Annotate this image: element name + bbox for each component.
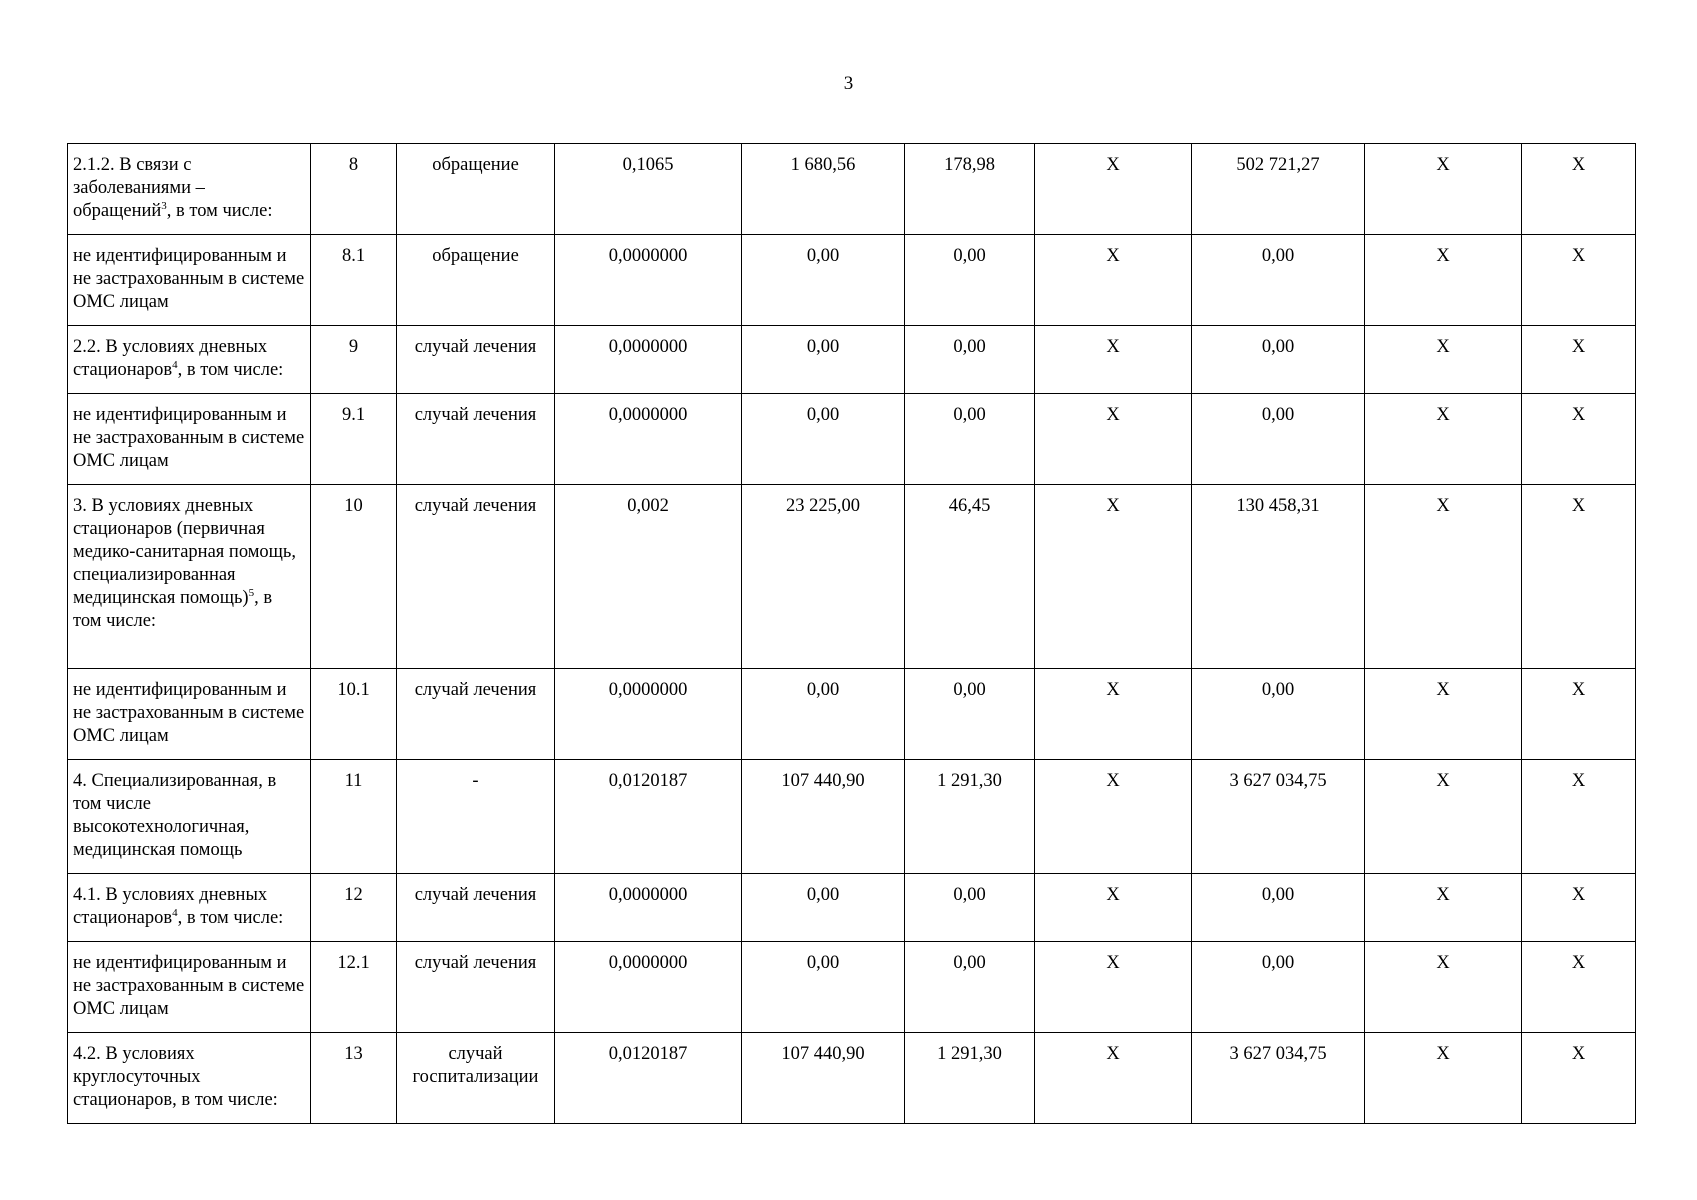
x-cell: Х xyxy=(1522,1033,1636,1124)
cost-cell: 1 680,56 xyxy=(742,144,905,235)
x-cell: Х xyxy=(1365,942,1522,1033)
table-body xyxy=(68,144,1636,1124)
total-cell: 3 627 034,75 xyxy=(1192,1033,1365,1124)
row-code: 9 xyxy=(311,326,397,394)
x-cell: Х xyxy=(1365,485,1522,669)
row-name-text: 4. Специализированная, в том числе высокотехнологичная, медицинская помощь xyxy=(73,771,277,860)
x-cell: Х xyxy=(1365,394,1522,485)
row-name-text: не идентифицированным и не застрахованным в системе ОМС лицам xyxy=(73,246,305,312)
unit-cell: - xyxy=(397,760,555,874)
cost-cell: 107 440,90 xyxy=(742,1033,905,1124)
x-cell: Х xyxy=(1365,760,1522,874)
x-cell: Х xyxy=(1522,235,1636,326)
table-row xyxy=(68,394,1636,485)
row-name xyxy=(68,144,311,235)
norm-cell: 0,0000000 xyxy=(555,874,742,942)
x-cell: Х xyxy=(1035,394,1192,485)
x-cell: Х xyxy=(1035,485,1192,669)
per-capita-cell: 1 291,30 xyxy=(905,760,1035,874)
x-cell: Х xyxy=(1522,144,1636,235)
x-cell: Х xyxy=(1035,942,1192,1033)
row-name-tail: , в том числе: xyxy=(166,201,273,221)
norm-cell: 0,0000000 xyxy=(555,394,742,485)
unit-cell: случай лечения xyxy=(397,394,555,485)
row-code: 13 xyxy=(311,1033,397,1124)
footnote-ref: 4 xyxy=(172,906,178,919)
x-cell: Х xyxy=(1035,669,1192,760)
unit-cell: случай лечения xyxy=(397,874,555,942)
row-name xyxy=(68,669,311,760)
cost-cell: 107 440,90 xyxy=(742,760,905,874)
x-cell: Х xyxy=(1365,669,1522,760)
per-capita-cell: 1 291,30 xyxy=(905,1033,1035,1124)
per-capita-cell: 0,00 xyxy=(905,394,1035,485)
x-cell: Х xyxy=(1522,326,1636,394)
row-code: 10.1 xyxy=(311,669,397,760)
per-capita-cell: 0,00 xyxy=(905,326,1035,394)
unit-cell: случай лечения xyxy=(397,942,555,1033)
norm-cell: 0,0120187 xyxy=(555,1033,742,1124)
row-name-text: не идентифицированным и не застрахованным в системе ОМС лицам xyxy=(73,680,305,746)
per-capita-cell: 178,98 xyxy=(905,144,1035,235)
unit-cell: случай госпитализации xyxy=(397,1033,555,1124)
row-name xyxy=(68,874,311,942)
x-cell: Х xyxy=(1522,669,1636,760)
x-cell: Х xyxy=(1035,326,1192,394)
x-cell: Х xyxy=(1035,235,1192,326)
cost-cell: 0,00 xyxy=(742,942,905,1033)
x-cell: Х xyxy=(1522,760,1636,874)
unit-cell: обращение xyxy=(397,235,555,326)
x-cell: Х xyxy=(1365,144,1522,235)
total-cell: 0,00 xyxy=(1192,326,1365,394)
table-row xyxy=(68,1033,1636,1124)
row-name-text: 4.2. В условиях круглосуточных стационаров, в том числе: xyxy=(73,1044,278,1110)
x-cell: Х xyxy=(1522,874,1636,942)
row-name xyxy=(68,394,311,485)
table-row xyxy=(68,874,1636,942)
unit-cell: случай лечения xyxy=(397,326,555,394)
norm-cell: 0,0000000 xyxy=(555,942,742,1033)
unit-cell: случай лечения xyxy=(397,669,555,760)
row-name-text: 4.1. В условиях дневных стационаров xyxy=(73,885,268,928)
table-row xyxy=(68,144,1636,235)
norm-cell: 0,002 xyxy=(555,485,742,669)
row-name xyxy=(68,326,311,394)
row-name xyxy=(68,485,311,669)
cost-cell: 0,00 xyxy=(742,669,905,760)
per-capita-cell: 46,45 xyxy=(905,485,1035,669)
x-cell: Х xyxy=(1035,144,1192,235)
table-row xyxy=(68,235,1636,326)
total-cell: 0,00 xyxy=(1192,942,1365,1033)
row-name-text: не идентифицированным и не застрахованным в системе ОМС лицам xyxy=(73,405,305,471)
row-code: 9.1 xyxy=(311,394,397,485)
row-name xyxy=(68,942,311,1033)
table-row xyxy=(68,669,1636,760)
row-code: 12.1 xyxy=(311,942,397,1033)
cost-cell: 0,00 xyxy=(742,394,905,485)
row-name-text: 2.1.2. В связи с заболеваниями – обращений xyxy=(73,155,205,221)
data-table xyxy=(67,143,1636,1124)
row-code: 8.1 xyxy=(311,235,397,326)
per-capita-cell: 0,00 xyxy=(905,235,1035,326)
x-cell: Х xyxy=(1035,874,1192,942)
cost-cell: 0,00 xyxy=(742,235,905,326)
total-cell: 0,00 xyxy=(1192,394,1365,485)
x-cell: Х xyxy=(1035,1033,1192,1124)
row-code: 12 xyxy=(311,874,397,942)
unit-cell: обращение xyxy=(397,144,555,235)
cost-cell: 23 225,00 xyxy=(742,485,905,669)
per-capita-cell: 0,00 xyxy=(905,942,1035,1033)
row-code: 8 xyxy=(311,144,397,235)
unit-cell: случай лечения xyxy=(397,485,555,669)
x-cell: Х xyxy=(1522,942,1636,1033)
total-cell: 130 458,31 xyxy=(1192,485,1365,669)
total-cell: 502 721,27 xyxy=(1192,144,1365,235)
norm-cell: 0,0120187 xyxy=(555,760,742,874)
total-cell: 0,00 xyxy=(1192,235,1365,326)
cost-cell: 0,00 xyxy=(742,326,905,394)
total-cell: 0,00 xyxy=(1192,874,1365,942)
norm-cell: 0,1065 xyxy=(555,144,742,235)
row-name xyxy=(68,235,311,326)
row-code: 10 xyxy=(311,485,397,669)
total-cell: 3 627 034,75 xyxy=(1192,760,1365,874)
footnote-ref: 5 xyxy=(248,586,255,599)
table-row xyxy=(68,326,1636,394)
row-name xyxy=(68,760,311,874)
row-name-text: 2.2. В условиях дневных стационаров xyxy=(73,337,268,380)
footnote-ref: 4 xyxy=(172,358,178,371)
total-cell: 0,00 xyxy=(1192,669,1365,760)
x-cell: Х xyxy=(1365,326,1522,394)
row-name-tail: , в том числе: xyxy=(177,908,284,928)
table-row xyxy=(68,942,1636,1033)
norm-cell: 0,0000000 xyxy=(555,326,742,394)
row-code: 11 xyxy=(311,760,397,874)
table-row xyxy=(68,760,1636,874)
per-capita-cell: 0,00 xyxy=(905,874,1035,942)
row-name-tail: , в том числе: xyxy=(177,360,284,380)
x-cell: Х xyxy=(1365,874,1522,942)
table-row xyxy=(68,485,1636,669)
x-cell: Х xyxy=(1522,485,1636,669)
row-name-text: не идентифицированным и не застрахованным в системе ОМС лицам xyxy=(73,953,305,1019)
norm-cell: 0,0000000 xyxy=(555,235,742,326)
footnote-ref: 3 xyxy=(161,199,167,212)
row-name-tail: , в том числе: xyxy=(73,588,273,631)
page-number: 3 xyxy=(843,73,854,94)
norm-cell: 0,0000000 xyxy=(555,669,742,760)
x-cell: Х xyxy=(1522,394,1636,485)
x-cell: Х xyxy=(1365,1033,1522,1124)
row-name-text: 3. В условиях дневных стационаров (первичная медико-санитарная помощь, специализированная медицинская помощь) xyxy=(73,496,296,608)
row-name xyxy=(68,1033,311,1124)
per-capita-cell: 0,00 xyxy=(905,669,1035,760)
x-cell: Х xyxy=(1365,235,1522,326)
cost-cell: 0,00 xyxy=(742,874,905,942)
x-cell: Х xyxy=(1035,760,1192,874)
